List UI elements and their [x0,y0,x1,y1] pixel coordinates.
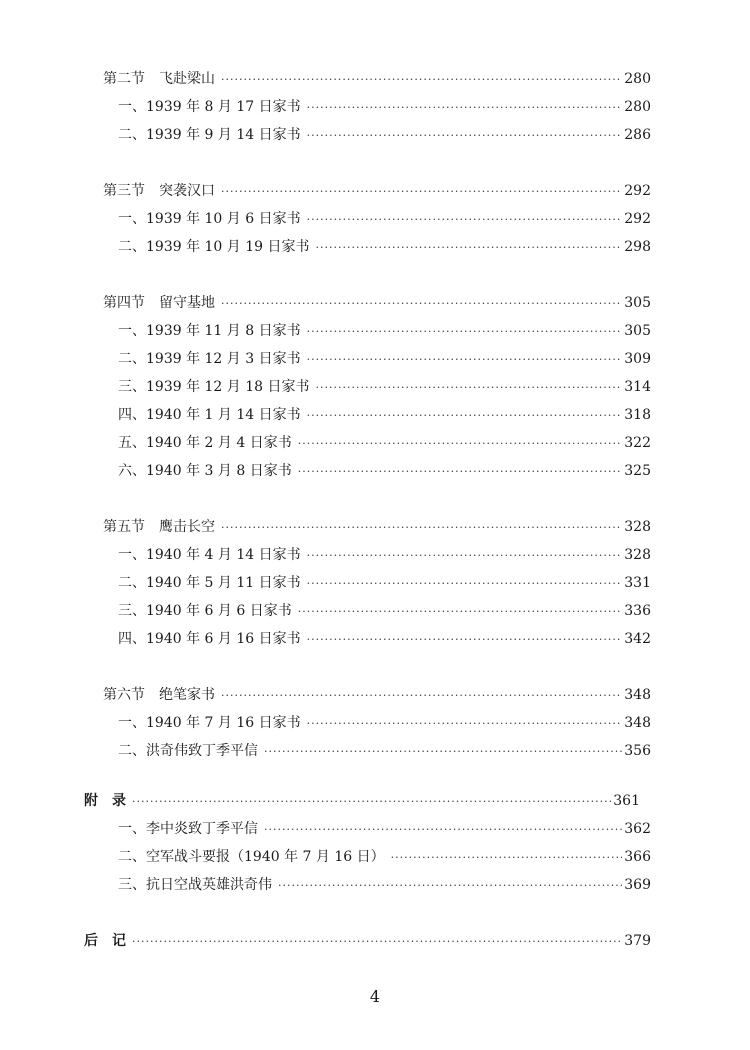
toc-entry-title: 三、1940 年 6 月 6 日家书 [118,603,292,619]
toc-entry-section-3 [103,180,651,202]
leader-dots [391,847,623,869]
toc-entry-title: 一、1940 年 4 月 14 日家书 [118,547,301,563]
page-number: 4 [369,987,381,1006]
toc-entry-title: 二、空军战斗要报（1940 年 7 月 16 日） [118,849,385,865]
leader-dots [307,125,623,147]
toc-entry-section-4 [103,292,651,314]
toc-entry [118,376,651,398]
leader-dots [132,791,611,813]
leader-dots [307,349,623,371]
toc-entry-page: 314 [624,379,651,395]
toc-entry-page: 309 [624,351,651,367]
toc-entry [118,236,651,258]
toc-entry-page: 318 [624,407,651,423]
leader-dots [221,181,622,203]
toc-entry [118,320,651,342]
toc-entry-page: 292 [624,211,651,227]
leader-dots [132,931,622,953]
toc-entry-title: 一、李中炎致丁季平信 [118,821,258,837]
toc-entry-page: 369 [624,877,651,893]
toc-entry [118,874,651,896]
toc-entry-page: 328 [624,519,651,535]
leader-dots [221,69,622,91]
leader-dots [307,629,623,651]
toc-entry [118,404,651,426]
toc-entry-page: 280 [624,71,651,87]
toc-entry-page: 348 [624,687,651,703]
toc-entry-title: 三、抗日空战英雄洪奇伟 [118,877,272,893]
toc-entry-page: 298 [624,239,651,255]
toc-entry-page: 366 [624,849,651,865]
leader-dots [264,819,622,841]
toc-entry [118,208,651,230]
leader-dots [264,741,622,763]
toc-entry [118,846,651,868]
toc-entry [118,740,651,762]
leader-dots [307,545,623,567]
leader-dots [307,321,623,343]
leader-dots [278,875,622,897]
toc-entry-title: 第五节 鹰击长空 [103,519,215,535]
leader-dots [307,209,623,231]
toc-entry [118,712,651,734]
toc-entry-title: 一、1940 年 7 月 16 日家书 [118,715,301,731]
leader-dots [316,237,623,259]
toc-entry-title: 二、洪奇伟致丁季平信 [118,743,258,759]
toc-entry-title: 四、1940 年 6 月 16 日家书 [118,631,301,647]
toc-entry [118,600,651,622]
leader-dots [307,405,623,427]
toc-entry-page: 325 [624,463,651,479]
toc-entry-title: 六、1940 年 3 月 8 日家书 [118,463,292,479]
leader-dots [221,293,622,315]
toc-entry-title: 第二节 飞赴梁山 [103,71,215,87]
toc-entry-title: 一、1939 年 11 月 8 日家书 [118,323,301,339]
toc-entry-afterword [84,930,651,952]
toc-entry-page: 305 [624,323,651,339]
toc-entry-title: 三、1939 年 12 月 18 日家书 [118,379,310,395]
toc-entry-title: 二、1939 年 12 月 3 日家书 [118,351,301,367]
leader-dots [221,685,622,707]
toc-entry [118,96,651,118]
toc-entry-page: 342 [624,631,651,647]
toc-entry-page: 322 [624,435,651,451]
leader-dots [221,517,622,539]
toc-entry-appendix [84,790,640,812]
toc-entry-section-6 [103,684,651,706]
toc-entry-page: 356 [624,743,651,759]
toc-entry-page: 305 [624,295,651,311]
toc-entry-page: 331 [624,575,651,591]
toc-entry-title: 一、1939 年 10 月 6 日家书 [118,211,301,227]
leader-dots [307,713,623,735]
leader-dots [307,573,623,595]
toc-entry-title: 第四节 留守基地 [103,295,215,311]
toc-entry-section-2 [103,68,651,90]
toc-entry [118,124,651,146]
toc-entry-title: 附 录 [84,793,126,809]
toc-entry-page: 292 [624,183,651,199]
toc-entry-page: 379 [624,933,651,949]
leader-dots [307,97,623,119]
leader-dots [298,433,623,455]
toc-entry [118,628,651,650]
leader-dots [316,377,623,399]
toc-entry [118,432,651,454]
toc-entry-page: 336 [624,603,651,619]
toc-entry-title: 五、1940 年 2 月 4 日家书 [118,435,292,451]
toc-entry [118,348,651,370]
toc-entry-title: 第六节 绝笔家书 [103,687,215,703]
toc-entry-title: 一、1939 年 8 月 17 日家书 [118,99,301,115]
toc-entry-page: 361 [613,793,640,809]
leader-dots [298,601,623,623]
toc-entry [118,460,651,482]
toc-entry-page: 280 [624,99,651,115]
toc-entry-section-5 [103,516,651,538]
toc-entry [118,818,651,840]
toc-entry-title: 二、1939 年 10 月 19 日家书 [118,239,310,255]
toc-entry-title: 四、1940 年 1 月 14 日家书 [118,407,301,423]
toc-entry-page: 328 [624,547,651,563]
toc-entry-title: 二、1939 年 9 月 14 日家书 [118,127,301,143]
toc-entry-page: 348 [624,715,651,731]
toc-entry-page: 362 [624,821,651,837]
toc-entry [118,544,651,566]
leader-dots [298,461,623,483]
toc-entry-title: 后 记 [84,933,126,949]
toc-entry-title: 二、1940 年 5 月 11 日家书 [118,575,301,591]
toc-entry-title: 第三节 突袭汉口 [103,183,215,199]
toc-entry [118,572,651,594]
toc-entry-page: 286 [624,127,651,143]
